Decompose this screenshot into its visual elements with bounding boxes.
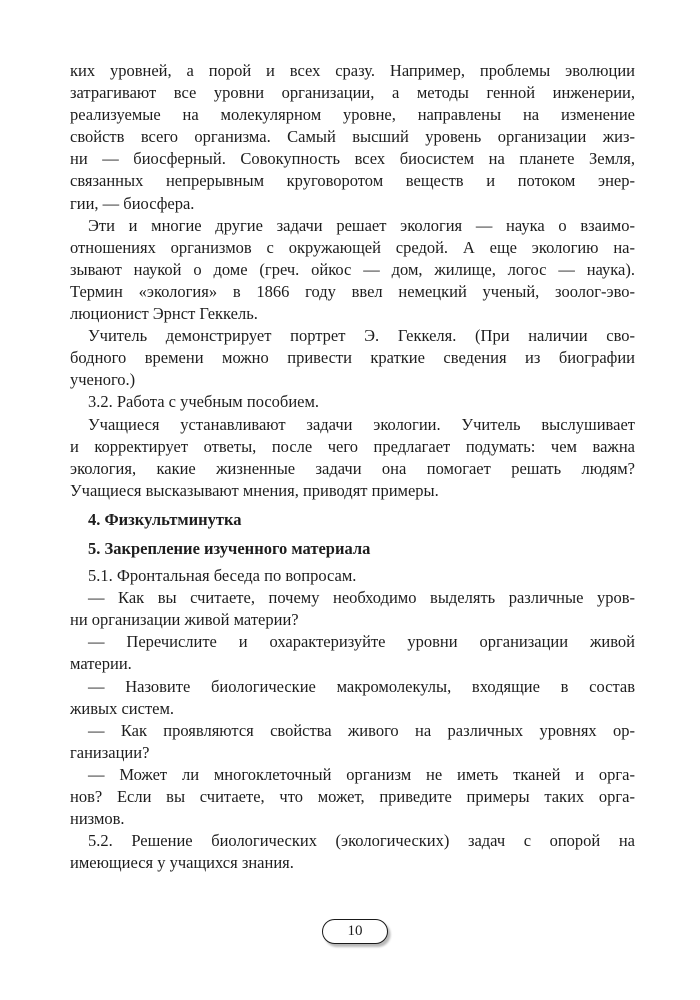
paragraph: [70, 565, 635, 587]
text-line: связанных непрерывным круговоротом веществ и потоком энер-: [70, 171, 635, 191]
text-line: 3.2. Работа с учебным пособием.: [88, 392, 320, 412]
page-number-badge: [322, 919, 388, 944]
text-line: ких уровней, а порой и всех сразу. Например, проблемы эволюции: [70, 61, 635, 80]
text-line: реализуемые на молекулярном уровне, направлены на изменение: [70, 105, 635, 125]
text-line: ганизации?: [70, 742, 150, 762]
text-line: — Как вы считаете, почему необходимо выделять различные уров-: [88, 588, 635, 608]
paragraph: [70, 587, 635, 631]
text-line: затрагивают все уровни организации, а методы генной инженерии,: [70, 83, 635, 103]
text-line: ни организации живой материи?: [70, 610, 299, 630]
text-line: люционист Эрнст Геккель.: [70, 304, 258, 324]
text-line: живых систем.: [70, 698, 175, 718]
text-line: свойств всего организма. Самый высший уровень организации жиз-: [70, 127, 635, 147]
paragraph: [70, 676, 635, 720]
text-line: ни — биосферный. Совокупность всех биосистем на планете Земля,: [70, 149, 635, 169]
text-line: бодного времени можно привести краткие сведения из биографии: [70, 348, 635, 368]
paragraph: [70, 414, 635, 502]
paragraph: [70, 631, 635, 675]
text-line: — Назовите биологические макромолекулы, входящие в состав: [88, 676, 635, 696]
paragraph: [70, 325, 635, 391]
paragraph: [70, 391, 635, 413]
text-line: Учащиеся устанавливают задачи экологии. Учитель выслушивает: [88, 414, 635, 434]
text-line: низмов.: [70, 809, 125, 829]
text-line: Термин «экология» в 1866 году ввел немецкий ученый, зоолог-эво-: [70, 281, 635, 301]
text-line: 5. Закрепление изученного материала: [88, 538, 371, 558]
paragraph: [70, 60, 635, 215]
text-line: материи.: [70, 654, 132, 674]
text-line: имеющиеся у учащихся знания.: [70, 853, 294, 873]
text-line: экология, какие жизненные задачи она помогает решать людям?: [70, 458, 635, 478]
text-line: зывают наукой о доме (греч. ойкос — дом, жилище, логос — наука).: [70, 259, 635, 279]
text-line: нов? Если вы считаете, что может, приведите примеры таких орга-: [70, 787, 635, 806]
paragraph: [70, 720, 635, 764]
text-line: — Перечислите и охарактеризуйте уровни организации живой: [88, 632, 635, 652]
text-line: ученого.): [70, 370, 136, 390]
page-content: [70, 60, 635, 874]
text-line: и корректирует ответы, после чего предлагает подумать: чем важна: [70, 436, 635, 456]
text-line: — Может ли многоклеточный организм не иметь тканей и орга-: [88, 764, 635, 784]
paragraph: [70, 764, 635, 830]
text-line: Эти и многие другие задачи решает экология — наука о взаимо-: [88, 215, 635, 235]
text-line: Учащиеся высказывают мнения, приводят примеры.: [70, 480, 439, 500]
section-heading: [70, 538, 635, 560]
text-line: Учитель демонстрирует портрет Э. Геккеля. (При наличии сво-: [88, 326, 635, 346]
page-footer: [0, 919, 700, 944]
text-line: 4. Физкультминутка: [88, 509, 242, 529]
text-line: 5.2. Решение биологических (экологических) задач с опорой на: [88, 831, 635, 851]
paragraph: [70, 215, 635, 325]
text-line: гии, — биосфера.: [70, 193, 195, 213]
section-heading: [70, 509, 635, 531]
page-number: 10: [347, 923, 363, 939]
text-line: — Как проявляются свойства живого на различных уровнях ор-: [88, 720, 635, 740]
text-line: отношениях организмов с окружающей средой. А еще экологию на-: [70, 237, 635, 257]
text-line: 5.1. Фронтальная беседа по вопросам.: [88, 566, 357, 586]
paragraph: [70, 830, 635, 874]
